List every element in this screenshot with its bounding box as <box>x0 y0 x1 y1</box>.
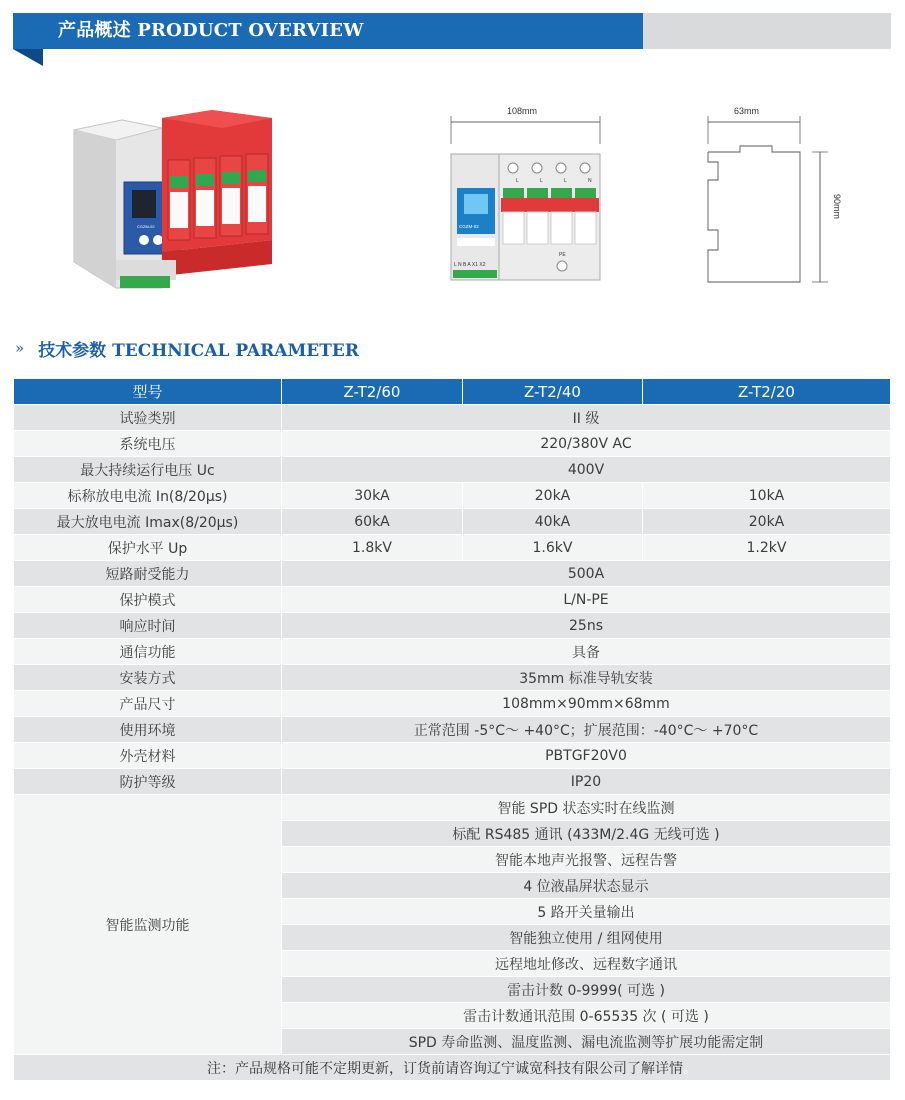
section-heading <box>15 336 359 360</box>
header-banner-accent <box>13 13 643 49</box>
row-value: 220/380V AC <box>282 431 891 457</box>
section-title: 技术参数 TECHNICAL PARAMETER <box>38 340 359 361</box>
header-model: 型号 <box>14 379 282 405</box>
row-label: 响应时间 <box>14 613 282 639</box>
row-value: L/N-PE <box>282 587 891 613</box>
header-banner <box>13 13 891 49</box>
width-dimension-label: 108mm <box>507 106 538 116</box>
table-row <box>14 639 891 665</box>
row-value: 60kA <box>282 509 463 535</box>
svg-text:CGZM-02: CGZM-02 <box>459 224 479 229</box>
smart-feature-item: 智能本地声光报警、远程告警 <box>282 847 891 873</box>
row-label: 试验类别 <box>14 405 282 431</box>
height-dimension-label: 90mm <box>832 194 842 220</box>
smart-feature-item: 雷击计数 0-9999( 可选 ) <box>282 977 891 1003</box>
page-title: 产品概述 PRODUCT OVERVIEW <box>58 20 364 41</box>
row-value: 40kA <box>463 509 643 535</box>
row-label: 使用环境 <box>14 717 282 743</box>
row-value: II 级 <box>282 405 891 431</box>
row-label: 保护模式 <box>14 587 282 613</box>
row-value: 500A <box>282 561 891 587</box>
row-value: 20kA <box>643 509 891 535</box>
table-row <box>14 717 891 743</box>
table-row <box>14 561 891 587</box>
row-label: 产品尺寸 <box>14 691 282 717</box>
product-photo <box>62 100 302 300</box>
header-z-t2-40: Z-T2/40 <box>463 379 643 405</box>
table-row <box>14 483 891 509</box>
row-value: 1.6kV <box>463 535 643 561</box>
svg-text:L: L <box>516 178 519 184</box>
row-value: 25ns <box>282 613 891 639</box>
row-value: 具备 <box>282 639 891 665</box>
banner-fold-shape <box>13 49 43 66</box>
svg-text:N: N <box>588 178 592 184</box>
table-header-row <box>14 379 891 405</box>
table-note-tail: 。 <box>683 1060 697 1077</box>
table-note-row <box>14 1055 891 1081</box>
front-dimension-drawing <box>445 100 610 290</box>
smart-feature-item: 智能 SPD 状态实时在线监测 <box>282 795 891 821</box>
row-label: 防护等级 <box>14 769 282 795</box>
smart-feature-item: 5 路开关量输出 <box>282 899 891 925</box>
row-value: 400V <box>282 457 891 483</box>
row-label: 最大持续运行电压 Uc <box>14 457 282 483</box>
table-row <box>14 743 891 769</box>
table-note-text: 注：产品规格可能不定期更新，订货前请咨询辽宁诚宽科技有限公司了解详情 <box>207 1060 683 1077</box>
smart-monitoring-label: 智能监测功能 <box>14 795 282 1055</box>
row-value: 20kA <box>463 483 643 509</box>
row-value: 108mm×90mm×68mm <box>282 691 891 717</box>
smart-feature-item: 雷击计数通讯范围 0-65535 次 ( 可选 ) <box>282 1003 891 1029</box>
smart-feature-item: 远程地址修改、远程数字通讯 <box>282 951 891 977</box>
row-label: 保护水平 Up <box>14 535 282 561</box>
section-marker: » <box>15 339 25 357</box>
table-row <box>14 769 891 795</box>
row-value: 35mm 标准导轨安装 <box>282 665 891 691</box>
svg-text:L: L <box>540 178 543 184</box>
header-z-t2-20: Z-T2/20 <box>643 379 891 405</box>
row-value: 30kA <box>282 483 463 509</box>
row-value: 1.8kV <box>282 535 463 561</box>
row-label: 最大放电电流 Imax(8/20μs) <box>14 509 282 535</box>
row-value: 10kA <box>643 483 891 509</box>
row-value: 正常范围 -5°C～ +40°C；扩展范围：-40°C～ +70°C <box>282 717 891 743</box>
smart-feature-row <box>14 795 891 821</box>
side-dimension-drawing <box>700 100 860 290</box>
parameter-table <box>13 378 891 1081</box>
smart-feature-item: 标配 RS485 通讯 (433M/2.4G 无线可选 ) <box>282 821 891 847</box>
table-row <box>14 587 891 613</box>
row-value: PBTGF20V0 <box>282 743 891 769</box>
table-row <box>14 431 891 457</box>
svg-text:PE: PE <box>559 252 566 258</box>
row-label: 安装方式 <box>14 665 282 691</box>
header-z-t2-60: Z-T2/60 <box>282 379 463 405</box>
row-label: 系统电压 <box>14 431 282 457</box>
depth-dimension-label: 63mm <box>734 106 760 116</box>
svg-text:L N B A X1 X2: L N B A X1 X2 <box>454 262 486 268</box>
table-row <box>14 509 891 535</box>
row-value: IP20 <box>282 769 891 795</box>
table-row <box>14 613 891 639</box>
row-label: 标称放电电流 In(8/20μs) <box>14 483 282 509</box>
module-label: CGZM-02 <box>137 224 155 229</box>
svg-text:L: L <box>564 178 567 184</box>
smart-feature-item: SPD 寿命监测、温度监测、漏电流监测等扩展功能需定制 <box>282 1029 891 1055</box>
row-value: 1.2kV <box>643 535 891 561</box>
table-row <box>14 535 891 561</box>
row-label: 通信功能 <box>14 639 282 665</box>
table-note <box>14 1055 891 1081</box>
smart-feature-item: 4 位液晶屏状态显示 <box>282 873 891 899</box>
table-row <box>14 691 891 717</box>
row-label: 短路耐受能力 <box>14 561 282 587</box>
table-row <box>14 457 891 483</box>
row-label: 外壳材料 <box>14 743 282 769</box>
smart-feature-item: 智能独立使用 / 组网使用 <box>282 925 891 951</box>
table-row <box>14 405 891 431</box>
table-row <box>14 665 891 691</box>
